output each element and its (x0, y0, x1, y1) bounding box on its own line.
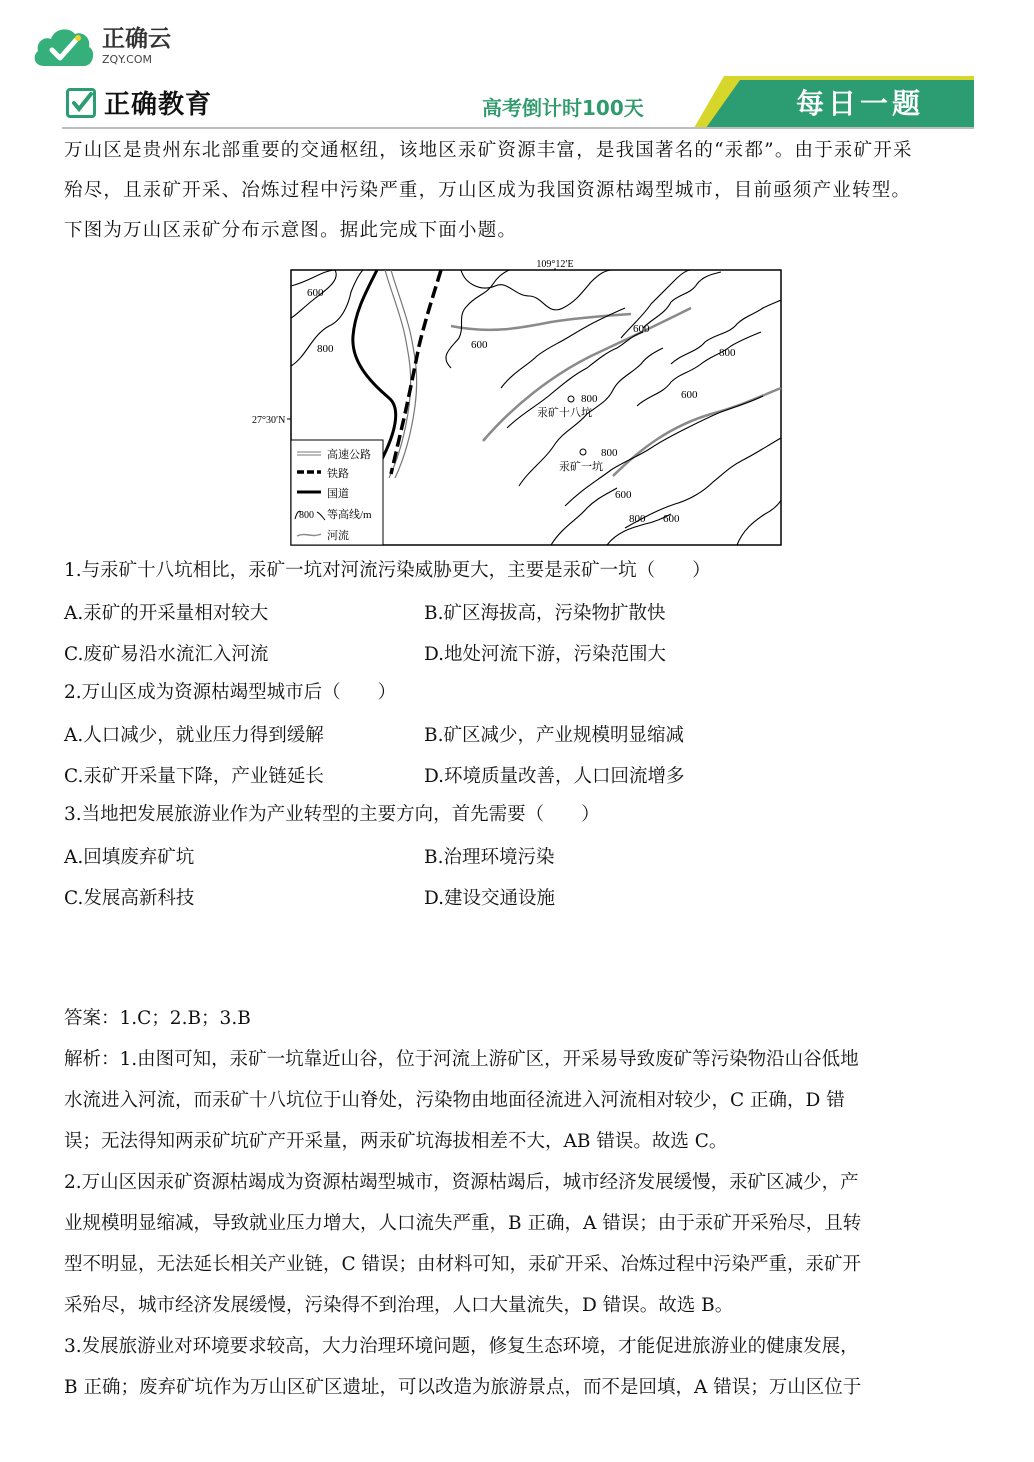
map-legend (291, 440, 383, 545)
q3-option-c: C.发展高新科技 (64, 888, 195, 909)
explanation-line: 误；无法得知两汞矿坑矿产开采量，两汞矿坑海拔相差不大，AB 错误。故选 C。 (64, 1131, 728, 1152)
header-logo-text: 正确教育 (104, 90, 213, 120)
question-3-stem: 3.当地把发展旅游业作为产业转型的主要方向，首先需要（ ） (64, 804, 600, 825)
contour-label: 800 (317, 343, 334, 355)
q1-option-b: B.矿区海拔高，污染物扩散快 (424, 603, 666, 624)
brand-domain: ZQY.COM (102, 52, 153, 66)
legend-river: 河流 (327, 530, 349, 542)
mine-18-marker (568, 396, 574, 402)
q3-option-a: A.回填废弃矿坑 (64, 847, 195, 868)
contour-label: 600 (615, 489, 632, 501)
header-divider (62, 127, 974, 129)
mine-1-marker (580, 449, 586, 455)
cloud-check-icon (30, 22, 96, 70)
q3-option-b: B.治理环境污染 (424, 847, 555, 868)
legend-national-road: 国道 (327, 488, 349, 500)
latitude-label: 27°30′N (252, 415, 286, 426)
q1-option-d: D.地处河流下游，污染范围大 (424, 644, 667, 665)
q2-option-c: C.汞矿开采量下降，产业链延长 (64, 766, 324, 787)
mercury-mine-map (251, 256, 791, 548)
explanation-line: 型不明显，无法延长相关产业链，C 错误；由材料可知，汞矿开采、冶炼过程中污染严重，汞矿开 (64, 1254, 862, 1275)
answer-section (64, 998, 964, 1408)
check-icon (66, 88, 96, 118)
legend-contour: 等高线/m (327, 509, 372, 521)
legend-railway: 铁路 (327, 468, 349, 480)
q2-option-b: B.矿区减少，产业规模明显缩减 (424, 725, 684, 746)
daily-badge (694, 76, 974, 128)
contour-label: 600 (307, 287, 324, 299)
explanation-line: 2.万山区因汞矿资源枯竭成为资源枯竭型城市，资源枯竭后，城市经济发展缓慢，汞矿区减少，产 (64, 1172, 859, 1193)
q1-option-a: A.汞矿的开采量相对较大 (64, 603, 269, 624)
explanation-line: B 正确；废弃矿坑作为万山区矿区遗址，可以改造为旅游景点，而不是回填，A 错误；万山区位于 (64, 1377, 862, 1398)
mine-18-label: 汞矿十八坑 (537, 407, 592, 419)
contour-label: 600 (633, 323, 650, 335)
mine-1-label: 汞矿一坑 (559, 461, 603, 473)
explanation-line: 3.发展旅游业对环境要求较高，大力治理环境问题，修复生态环境，才能促进旅游业的健康发展， (64, 1336, 859, 1357)
daily-badge-text: 每日一题 (795, 87, 924, 120)
intro-paragraph (64, 131, 964, 251)
intro-line: 万山区是贵州东北部重要的交通枢纽，该地区汞矿资源丰富，是我国著名的“汞都”。由于汞矿开采 (64, 140, 913, 161)
q2-option-a: A.人口减少，就业压力得到缓解 (64, 725, 324, 746)
brand-logo (30, 22, 171, 70)
intro-line: 殆尽，且汞矿开采、冶炼过程中污染严重，万山区成为我国资源枯竭型城市，目前亟须产业转型。 (64, 180, 912, 201)
intro-line: 下图为万山区汞矿分布示意图。据此完成下面小题。 (64, 220, 518, 241)
q2-option-d: D.环境质量改善，人口回流增多 (424, 766, 685, 787)
legend-expressway: 高速公路 (327, 449, 371, 461)
longitude-label: 109°12′E (536, 259, 574, 270)
contour-label: 800 (629, 513, 646, 525)
header-bar (62, 76, 974, 128)
contour-label: 800 (719, 347, 736, 359)
legend-contour-value: 800 (299, 510, 314, 521)
question-1-stem: 1.与汞矿十八坑相比，汞矿一坑对河流污染威胁更大，主要是汞矿一坑（ ） (64, 560, 711, 581)
explanation-line: 业规模明显缩减，导致就业压力增大，人口流失严重，B 正确，A 错误；由于汞矿开采殆尽，且转 (64, 1213, 862, 1234)
q3-option-d: D.建设交通设施 (424, 888, 556, 909)
answer-line: 答案：1.C；2.B；3.B (64, 1008, 251, 1029)
question-2-stem: 2.万山区成为资源枯竭型城市后（ ） (64, 682, 397, 703)
explanation-line: 解析：1.由图可知，汞矿一坑靠近山谷，位于河流上游矿区，开采易导致废矿等污染物沿山谷低地 (64, 1049, 859, 1070)
explanation-line: 水流进入河流，而汞矿十八坑位于山脊处，污染物由地面径流进入河流相对较少，C 正确，D 错 (64, 1090, 845, 1111)
brand-name: 正确云 (102, 25, 171, 52)
contour-label: 800 (581, 393, 598, 405)
countdown-text: 高考倒计时100天 (482, 96, 644, 120)
q1-option-c: C.废矿易沿水流汇入河流 (64, 644, 269, 665)
contour-label: 600 (663, 513, 680, 525)
contour-label: 600 (681, 389, 698, 401)
explanation-line: 采殆尽，城市经济发展缓慢，污染得不到治理，人口大量流失，D 错误。故选 B。 (64, 1295, 734, 1316)
header-logo (66, 84, 212, 121)
contour-label: 600 (471, 339, 488, 351)
contour-label: 800 (601, 447, 618, 459)
